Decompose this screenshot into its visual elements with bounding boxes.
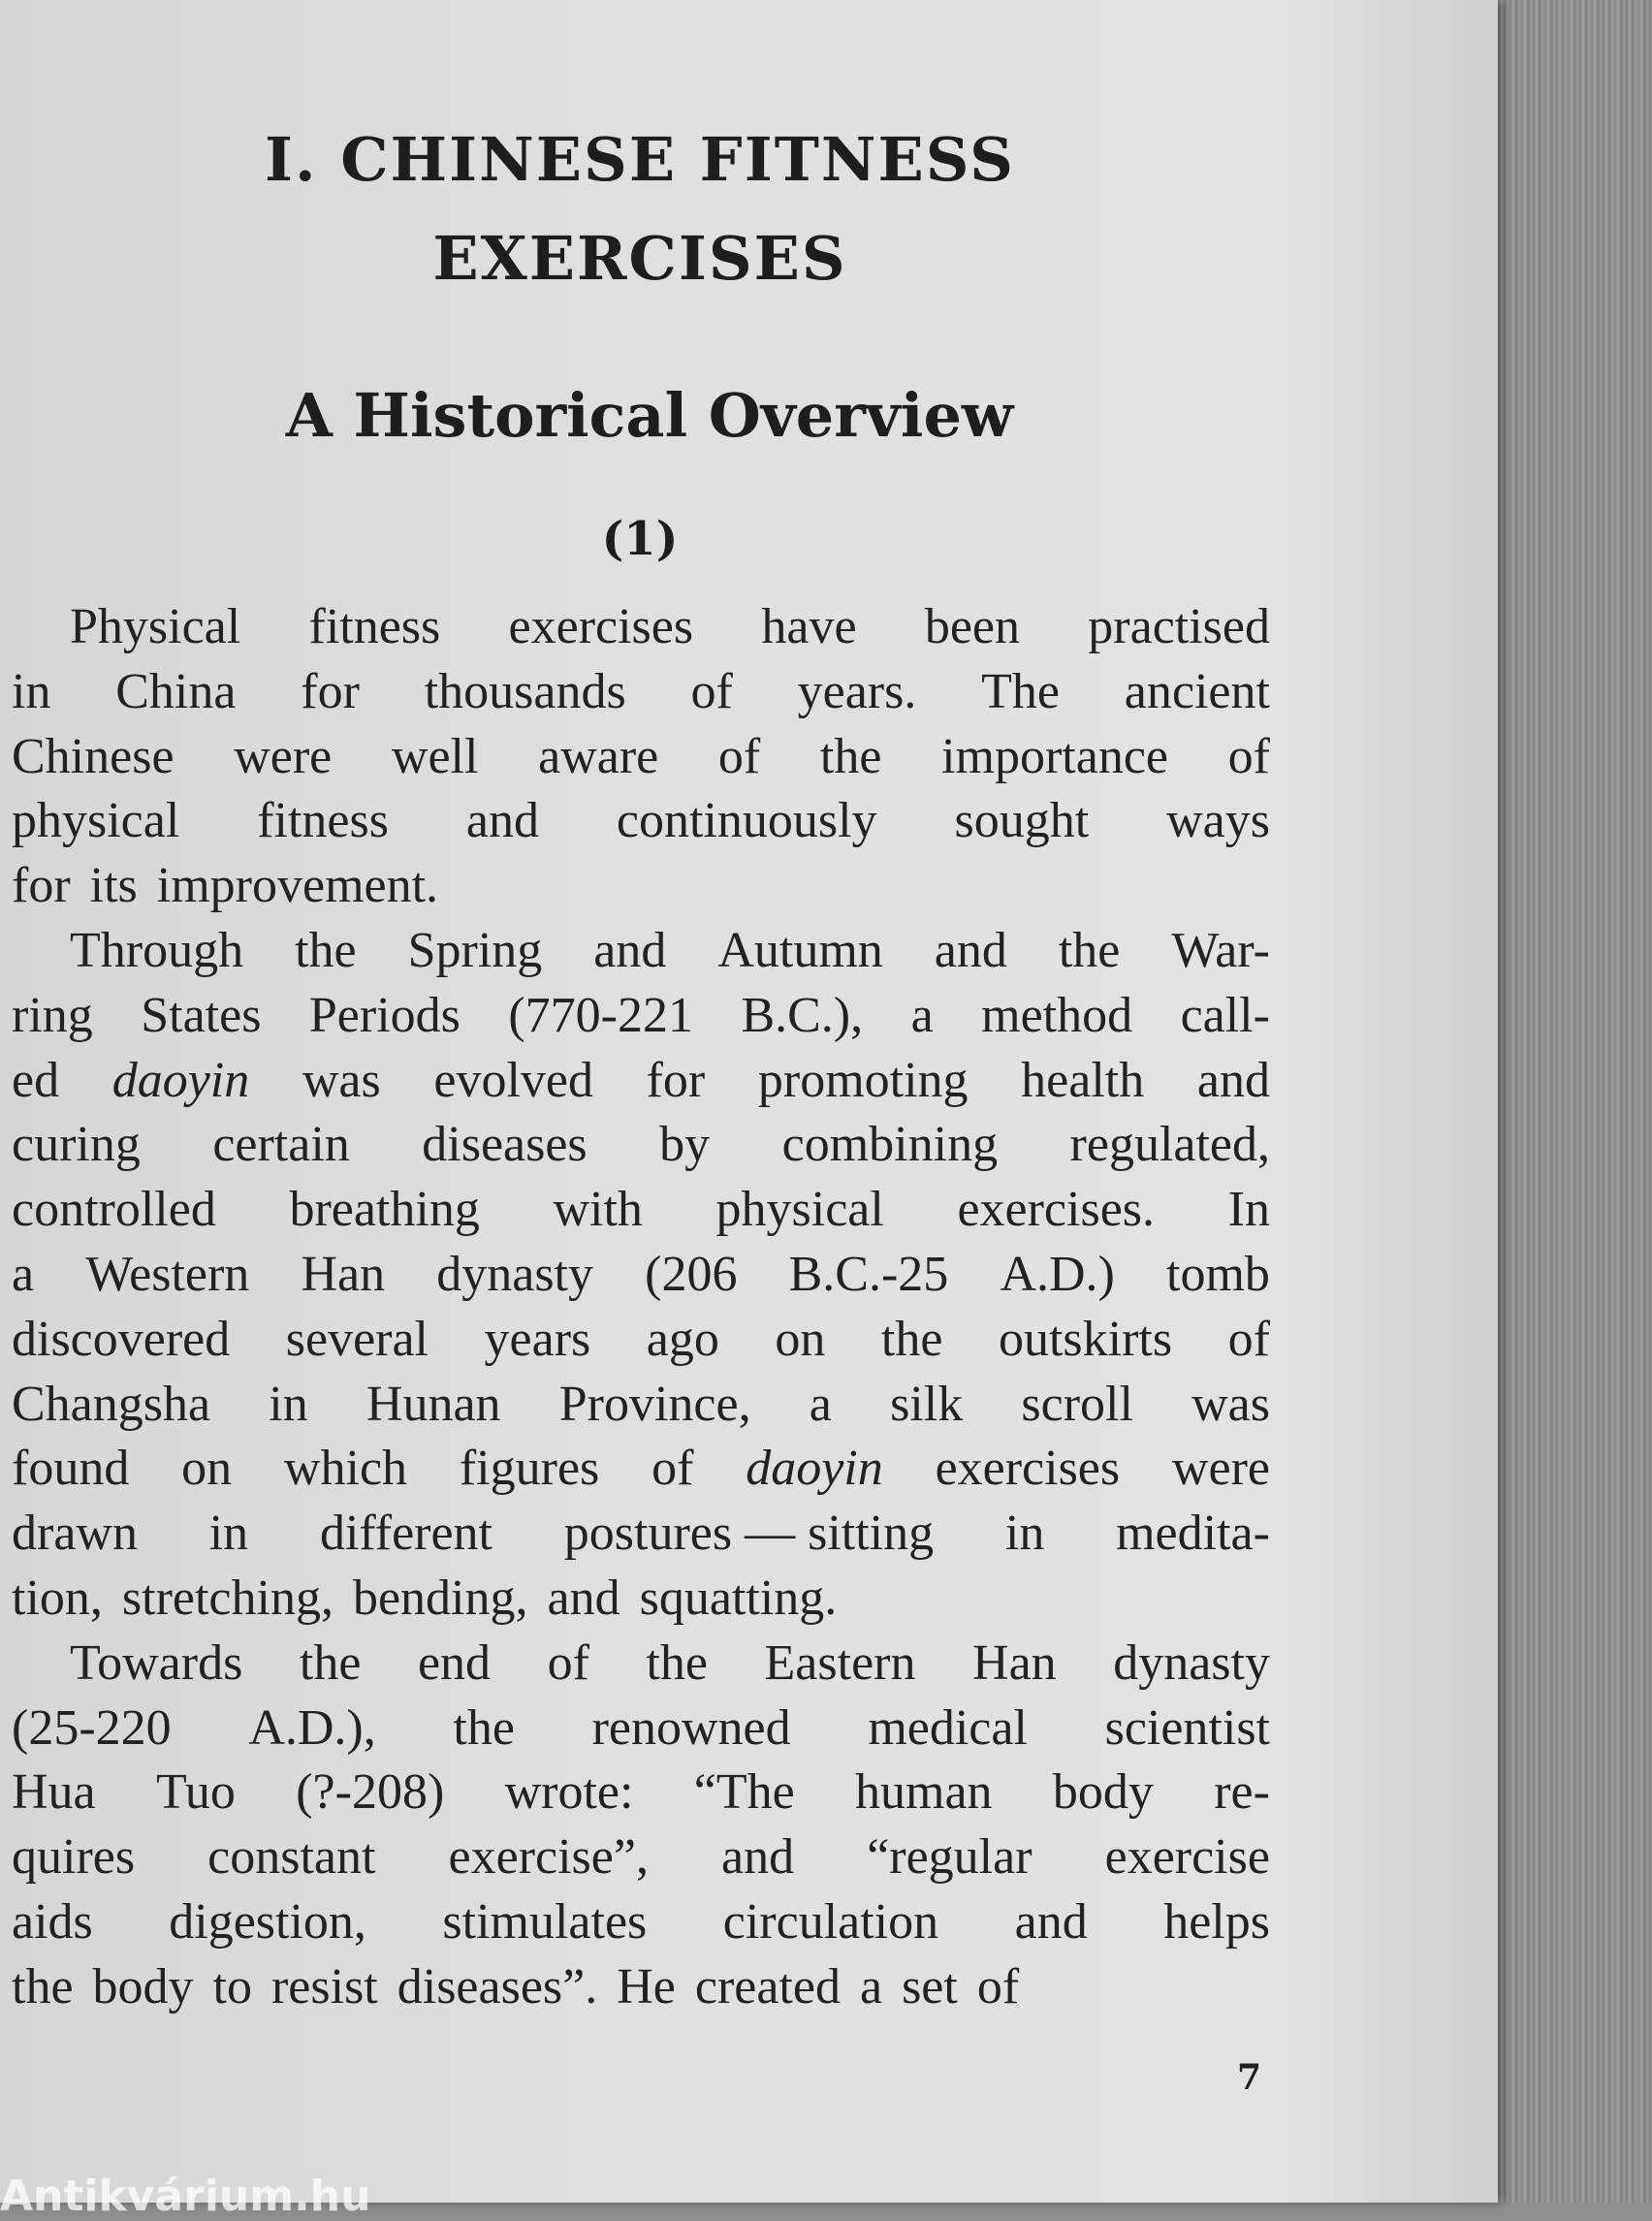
word: silk xyxy=(890,1376,964,1432)
text-line xyxy=(12,595,1270,660)
text-line xyxy=(12,1178,1270,1243)
text-line xyxy=(12,1502,1270,1567)
section-title: A Historical Overview xyxy=(285,380,1014,451)
word: in xyxy=(1004,1506,1045,1562)
word: for xyxy=(301,663,360,719)
word: Western xyxy=(85,1246,250,1302)
word: set xyxy=(902,1958,958,2015)
word: B.C.), xyxy=(741,987,864,1043)
word: to xyxy=(212,1958,252,2015)
word: Han xyxy=(972,1634,1057,1691)
text-line xyxy=(12,919,1270,984)
word: diseases”. xyxy=(397,1958,598,2015)
word: and xyxy=(593,922,667,978)
word: He xyxy=(617,1958,676,2015)
word: importance xyxy=(941,728,1168,784)
word: aids xyxy=(12,1893,93,1950)
word: and xyxy=(721,1829,795,1886)
word: of xyxy=(1227,728,1270,784)
word: B.C.-25 xyxy=(788,1246,949,1302)
word: bending, xyxy=(352,1570,528,1626)
word: exercise xyxy=(1104,1829,1270,1886)
word: Changsha xyxy=(12,1376,211,1432)
word: and xyxy=(1196,1052,1270,1108)
word: Through xyxy=(70,922,244,978)
word: continuously xyxy=(616,793,877,849)
word: outskirts xyxy=(998,1311,1173,1367)
word: health xyxy=(1021,1052,1145,1108)
word: in xyxy=(269,1376,308,1432)
word: was xyxy=(302,1052,381,1108)
word: The xyxy=(981,663,1060,719)
text-line xyxy=(12,1761,1270,1825)
word: diseases xyxy=(422,1117,588,1173)
word: the xyxy=(1058,922,1121,978)
word: fitness xyxy=(308,599,441,654)
text-line xyxy=(12,1567,1270,1632)
word: Eastern xyxy=(764,1634,916,1691)
word: physical xyxy=(715,1182,884,1238)
word: figures xyxy=(459,1441,600,1497)
word: certain xyxy=(212,1117,350,1173)
word: for xyxy=(12,858,71,914)
word: improvement. xyxy=(156,858,439,914)
word: by xyxy=(659,1117,711,1173)
background-surface xyxy=(1493,0,1652,2203)
page-number: 7 xyxy=(1237,2057,1262,2098)
word: (770-221 xyxy=(508,987,693,1043)
paragraph xyxy=(12,919,1270,1632)
word: resist xyxy=(270,1958,378,2015)
word: the xyxy=(295,922,357,978)
word: Han xyxy=(301,1246,386,1302)
text-line xyxy=(12,725,1270,790)
word: ago xyxy=(646,1311,719,1367)
word: were xyxy=(1171,1441,1270,1497)
word: A.D.), xyxy=(248,1699,376,1756)
word: breathing xyxy=(289,1182,480,1238)
word: in xyxy=(208,1506,249,1562)
word: with xyxy=(553,1182,643,1238)
word: and xyxy=(547,1570,620,1626)
word: In xyxy=(1227,1182,1270,1238)
text-line xyxy=(12,1049,1270,1114)
word: (?-208) xyxy=(296,1764,445,1821)
word: the xyxy=(299,1634,362,1691)
word: well xyxy=(391,728,479,784)
word: a xyxy=(12,1246,35,1302)
word: postures — sitting xyxy=(563,1506,935,1562)
word: were xyxy=(234,728,333,784)
word: Chinese xyxy=(12,728,175,784)
word: a xyxy=(809,1376,832,1432)
word: scroll xyxy=(1021,1376,1133,1432)
word: been xyxy=(924,599,1021,654)
word: thousands xyxy=(424,663,626,719)
subsection-number: (1) xyxy=(601,512,679,566)
watermark: Antikvárium.hu xyxy=(0,2172,371,2221)
word: sought xyxy=(954,793,1090,849)
word: stimulates xyxy=(442,1893,648,1950)
word: War- xyxy=(1171,922,1270,978)
word: the xyxy=(12,1958,74,2015)
word: States xyxy=(141,987,262,1043)
word: created xyxy=(694,1958,841,2015)
word: Tuo xyxy=(155,1764,236,1821)
word: stretching, xyxy=(121,1570,334,1626)
text-line xyxy=(12,1243,1270,1308)
word: A.D.) xyxy=(1000,1246,1115,1302)
word: combining xyxy=(781,1117,999,1173)
word: helps xyxy=(1163,1893,1270,1950)
word: several xyxy=(285,1311,429,1367)
word: Autumn xyxy=(717,922,883,978)
text-line xyxy=(12,1113,1270,1178)
word: human xyxy=(855,1764,993,1821)
word: quires xyxy=(12,1829,136,1886)
word: end xyxy=(417,1634,492,1691)
word: aware xyxy=(538,728,659,784)
text-line xyxy=(12,1373,1270,1438)
word: re- xyxy=(1214,1764,1270,1821)
text-line xyxy=(12,1308,1270,1373)
word: of xyxy=(976,1958,1020,2015)
word: and xyxy=(1014,1893,1088,1950)
word: Towards xyxy=(70,1634,243,1691)
text-line xyxy=(12,1697,1270,1761)
word: a xyxy=(859,1958,883,2015)
word: drawn xyxy=(12,1506,138,1562)
word: (25-220 xyxy=(12,1699,172,1756)
word: “The xyxy=(693,1764,795,1821)
text-line xyxy=(12,789,1270,854)
word: ways xyxy=(1166,793,1270,849)
word: was xyxy=(1191,1376,1270,1432)
word: practised xyxy=(1088,599,1270,654)
word: squatting. xyxy=(639,1570,838,1626)
word: tomb xyxy=(1166,1246,1270,1302)
word: of xyxy=(547,1634,589,1691)
word: constant xyxy=(207,1829,376,1886)
word: ring xyxy=(12,987,93,1043)
word: of xyxy=(690,663,733,719)
word: dynasty xyxy=(1113,1634,1270,1691)
word: ancient xyxy=(1124,663,1270,719)
word: have xyxy=(761,599,857,654)
word: daoyin xyxy=(111,1052,250,1108)
text-line xyxy=(12,1890,1270,1955)
word: of xyxy=(717,728,761,784)
word: controlled xyxy=(12,1182,216,1238)
word: on xyxy=(181,1441,233,1497)
word: wrote: xyxy=(504,1764,634,1821)
word: digestion, xyxy=(169,1893,366,1950)
word: daoyin xyxy=(746,1441,883,1497)
word: method xyxy=(981,987,1133,1043)
word: China xyxy=(115,663,237,719)
word: of xyxy=(651,1441,694,1497)
word: tion, xyxy=(12,1570,103,1626)
word: found xyxy=(12,1441,130,1497)
text-line xyxy=(12,1632,1270,1697)
word: exercises xyxy=(508,599,694,654)
word: Province, xyxy=(558,1376,751,1432)
word: and xyxy=(934,922,1007,978)
word: medita- xyxy=(1116,1506,1270,1562)
word: physical xyxy=(12,793,180,849)
word: circulation xyxy=(722,1893,939,1950)
word: its xyxy=(89,858,138,914)
word: promoting xyxy=(757,1052,969,1108)
word: for xyxy=(646,1052,706,1108)
text-line xyxy=(12,1437,1270,1502)
text-line xyxy=(12,1825,1270,1890)
word: discovered xyxy=(12,1311,231,1367)
text-line xyxy=(12,984,1270,1049)
word: and xyxy=(465,793,539,849)
word: the xyxy=(453,1699,515,1756)
word: call- xyxy=(1180,987,1270,1043)
word: which xyxy=(283,1441,408,1497)
word: ed xyxy=(12,1052,60,1108)
word: body xyxy=(1052,1764,1154,1821)
word: “regular xyxy=(867,1829,1032,1886)
word: exercise”, xyxy=(448,1829,649,1886)
word: regulated, xyxy=(1069,1117,1270,1173)
word: renowned xyxy=(591,1699,791,1756)
word: fitness xyxy=(257,793,389,849)
word: Periods xyxy=(308,987,461,1043)
word: Hua xyxy=(12,1764,96,1821)
chapter-title-line-1: I. CHINESE FITNESS xyxy=(265,124,1015,195)
word: Hunan xyxy=(365,1376,501,1432)
word: curing xyxy=(12,1117,141,1173)
text-line xyxy=(12,854,1270,919)
word: Physical xyxy=(70,599,241,654)
word: the xyxy=(819,728,882,784)
body-text xyxy=(12,595,1270,2020)
word: different xyxy=(319,1506,493,1562)
word: a xyxy=(910,987,934,1043)
word: of xyxy=(1227,1311,1270,1367)
word: exercises. xyxy=(957,1182,1156,1238)
word: scientist xyxy=(1104,1699,1270,1756)
paragraph xyxy=(12,595,1270,919)
word: evolved xyxy=(433,1052,593,1108)
text-line xyxy=(12,660,1270,725)
chapter-title-line-2: EXERCISES xyxy=(432,223,847,294)
word: the xyxy=(880,1311,943,1367)
word: years. xyxy=(797,663,917,719)
word: on xyxy=(775,1311,826,1367)
word: dynasty xyxy=(436,1246,593,1302)
text-line xyxy=(12,1955,1270,2020)
word: (206 xyxy=(645,1246,738,1302)
word: exercises xyxy=(935,1441,1121,1497)
word: medical xyxy=(868,1699,1028,1756)
word: the xyxy=(646,1634,708,1691)
paragraph xyxy=(12,1632,1270,2020)
word: Spring xyxy=(407,922,543,978)
word: in xyxy=(12,663,51,719)
word: years xyxy=(484,1311,591,1367)
word: body xyxy=(92,1958,194,2015)
